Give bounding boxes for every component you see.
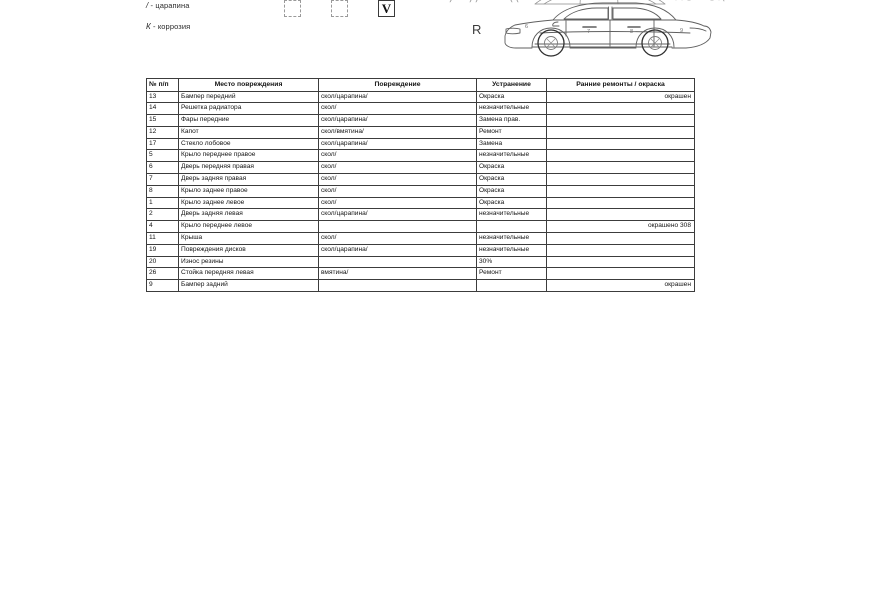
cell-previous-repairs — [547, 185, 695, 197]
svg-text:6: 6 — [525, 24, 529, 30]
cell-previous-repairs — [547, 209, 695, 221]
cell-damage: скол/царапина/ — [319, 209, 477, 221]
table-row — [147, 280, 695, 292]
cell-fix: Окраска — [477, 197, 547, 209]
cell-previous-repairs: окрашено 308 — [547, 221, 695, 233]
legend-item-corrosion — [146, 23, 296, 31]
table-row — [147, 197, 695, 209]
cell-place: Стойка передняя левая — [179, 268, 319, 280]
cell-fix: незначительные — [477, 244, 547, 256]
cell-number: 8 — [147, 185, 179, 197]
cell-number: 7 — [147, 174, 179, 186]
cell-fix: незначительные — [477, 209, 547, 221]
cell-previous-repairs — [547, 244, 695, 256]
cell-place: Бампер передний — [179, 91, 319, 103]
cell-number: 19 — [147, 244, 179, 256]
cell-damage — [319, 280, 477, 292]
cell-damage: вмятина/ — [319, 268, 477, 280]
cell-number: 15 — [147, 115, 179, 127]
damage-code-legend — [146, 2, 296, 44]
cell-fix: незначительные — [477, 150, 547, 162]
cell-number: 1 — [147, 197, 179, 209]
cell-damage: скол/царапина/ — [319, 91, 477, 103]
table-row — [147, 162, 695, 174]
table-row — [147, 244, 695, 256]
column-header-damage: Повреждение — [319, 79, 477, 92]
legend-key-scratch: / — [146, 1, 149, 10]
legend-label-corrosion: коррозия — [157, 22, 191, 31]
cell-previous-repairs: окрашен — [547, 91, 695, 103]
cell-previous-repairs — [547, 126, 695, 138]
checkbox-2[interactable] — [331, 0, 348, 17]
cell-number: 4 — [147, 221, 179, 233]
cell-damage: скол/ — [319, 197, 477, 209]
table-row — [147, 268, 695, 280]
cell-damage: скол/ — [319, 162, 477, 174]
cell-fix: Замена прав. — [477, 115, 547, 127]
cell-fix: 30% — [477, 256, 547, 268]
cell-fix: Ремонт — [477, 268, 547, 280]
cell-fix: Окраска — [477, 185, 547, 197]
table-row — [147, 138, 695, 150]
cell-number: 12 — [147, 126, 179, 138]
cell-fix — [477, 221, 547, 233]
table-row — [147, 256, 695, 268]
cell-previous-repairs: окрашен — [547, 280, 695, 292]
cell-place: Износ резины — [179, 256, 319, 268]
checkbox-3-checked[interactable]: V — [378, 0, 395, 17]
cell-number: 14 — [147, 103, 179, 115]
table-row — [147, 115, 695, 127]
legend-label-scratch: царапина — [155, 1, 190, 10]
cell-damage: скол/царапина/ — [319, 244, 477, 256]
cell-previous-repairs — [547, 256, 695, 268]
cell-number: 20 — [147, 256, 179, 268]
column-header-previous-repairs: Ранние ремонты / окраска — [547, 79, 695, 92]
legend-item-scratch — [146, 2, 296, 10]
cell-fix: Ремонт — [477, 126, 547, 138]
column-header-place: Место повреждения — [179, 79, 319, 92]
diagram-zone-numbers — [525, 24, 683, 35]
cell-place: Бампер задний — [179, 280, 319, 292]
cell-number: 9 — [147, 280, 179, 292]
car-top-view-partial — [450, 0, 724, 4]
legend-separator-corrosion: - — [153, 22, 156, 31]
cell-place: Стекло лобовое — [179, 138, 319, 150]
svg-text:9: 9 — [680, 28, 684, 34]
table-row — [147, 91, 695, 103]
cell-place: Крыло переднее правое — [179, 150, 319, 162]
cell-number: 17 — [147, 138, 179, 150]
cell-number: 2 — [147, 209, 179, 221]
cell-fix: Окраска — [477, 91, 547, 103]
cell-place: Дверь передняя правая — [179, 162, 319, 174]
diagram-side-label: R — [472, 22, 482, 37]
cell-number: 26 — [147, 268, 179, 280]
damage-inspection-table — [146, 78, 695, 292]
cell-previous-repairs — [547, 115, 695, 127]
cell-place: Повреждения дисков — [179, 244, 319, 256]
cell-place: Фары передние — [179, 115, 319, 127]
svg-text:8: 8 — [630, 29, 634, 35]
table-header-row — [147, 79, 695, 92]
cell-fix: Окраска — [477, 162, 547, 174]
table-row — [147, 103, 695, 115]
cell-fix: незначительные — [477, 103, 547, 115]
table-row — [147, 233, 695, 245]
table-body — [147, 91, 695, 292]
cell-number: 11 — [147, 233, 179, 245]
cell-previous-repairs — [547, 174, 695, 186]
column-header-number: № п/п — [147, 79, 179, 92]
cell-damage — [319, 221, 477, 233]
svg-text:7: 7 — [587, 29, 591, 35]
cell-fix: Окраска — [477, 174, 547, 186]
cell-previous-repairs — [547, 233, 695, 245]
cell-previous-repairs — [547, 197, 695, 209]
cell-number: 5 — [147, 150, 179, 162]
legend-separator-scratch: - — [150, 1, 154, 10]
cell-place: Дверь задняя правая — [179, 174, 319, 186]
table-row — [147, 174, 695, 186]
cell-damage: скол/ — [319, 233, 477, 245]
cell-fix: незначительные — [477, 233, 547, 245]
cell-place: Дверь задняя левая — [179, 209, 319, 221]
column-header-fix: Устранение — [477, 79, 547, 92]
cell-previous-repairs — [547, 162, 695, 174]
legend-key-corrosion: К — [146, 22, 151, 31]
cell-damage: скол/ — [319, 150, 477, 162]
cell-place: Капот — [179, 126, 319, 138]
cell-damage: скол/ — [319, 174, 477, 186]
cell-damage: скол/царапина/ — [319, 138, 477, 150]
car-damage-diagram — [440, 0, 730, 58]
cell-previous-repairs — [547, 103, 695, 115]
cell-previous-repairs — [547, 138, 695, 150]
table-row — [147, 221, 695, 233]
table-row — [147, 126, 695, 138]
cell-previous-repairs — [547, 150, 695, 162]
cell-place: Крыло переднее левое — [179, 221, 319, 233]
cell-damage: скол/вмятина/ — [319, 126, 477, 138]
cell-damage — [319, 256, 477, 268]
cell-fix: Замена — [477, 138, 547, 150]
table-row — [147, 185, 695, 197]
cell-damage: скол/царапина/ — [319, 115, 477, 127]
cell-fix — [477, 280, 547, 292]
cell-damage: скол/ — [319, 185, 477, 197]
table-row — [147, 150, 695, 162]
cell-place: Крыло заднее правое — [179, 185, 319, 197]
cell-place: Решетка радиатора — [179, 103, 319, 115]
table-row — [147, 209, 695, 221]
cell-previous-repairs — [547, 268, 695, 280]
checkbox-1[interactable] — [284, 0, 301, 17]
condition-checkbox-group — [284, 0, 395, 17]
cell-place: Крыша — [179, 233, 319, 245]
cell-number: 13 — [147, 91, 179, 103]
cell-damage: скол/ — [319, 103, 477, 115]
cell-place: Крыло заднее левое — [179, 197, 319, 209]
cell-number: 6 — [147, 162, 179, 174]
